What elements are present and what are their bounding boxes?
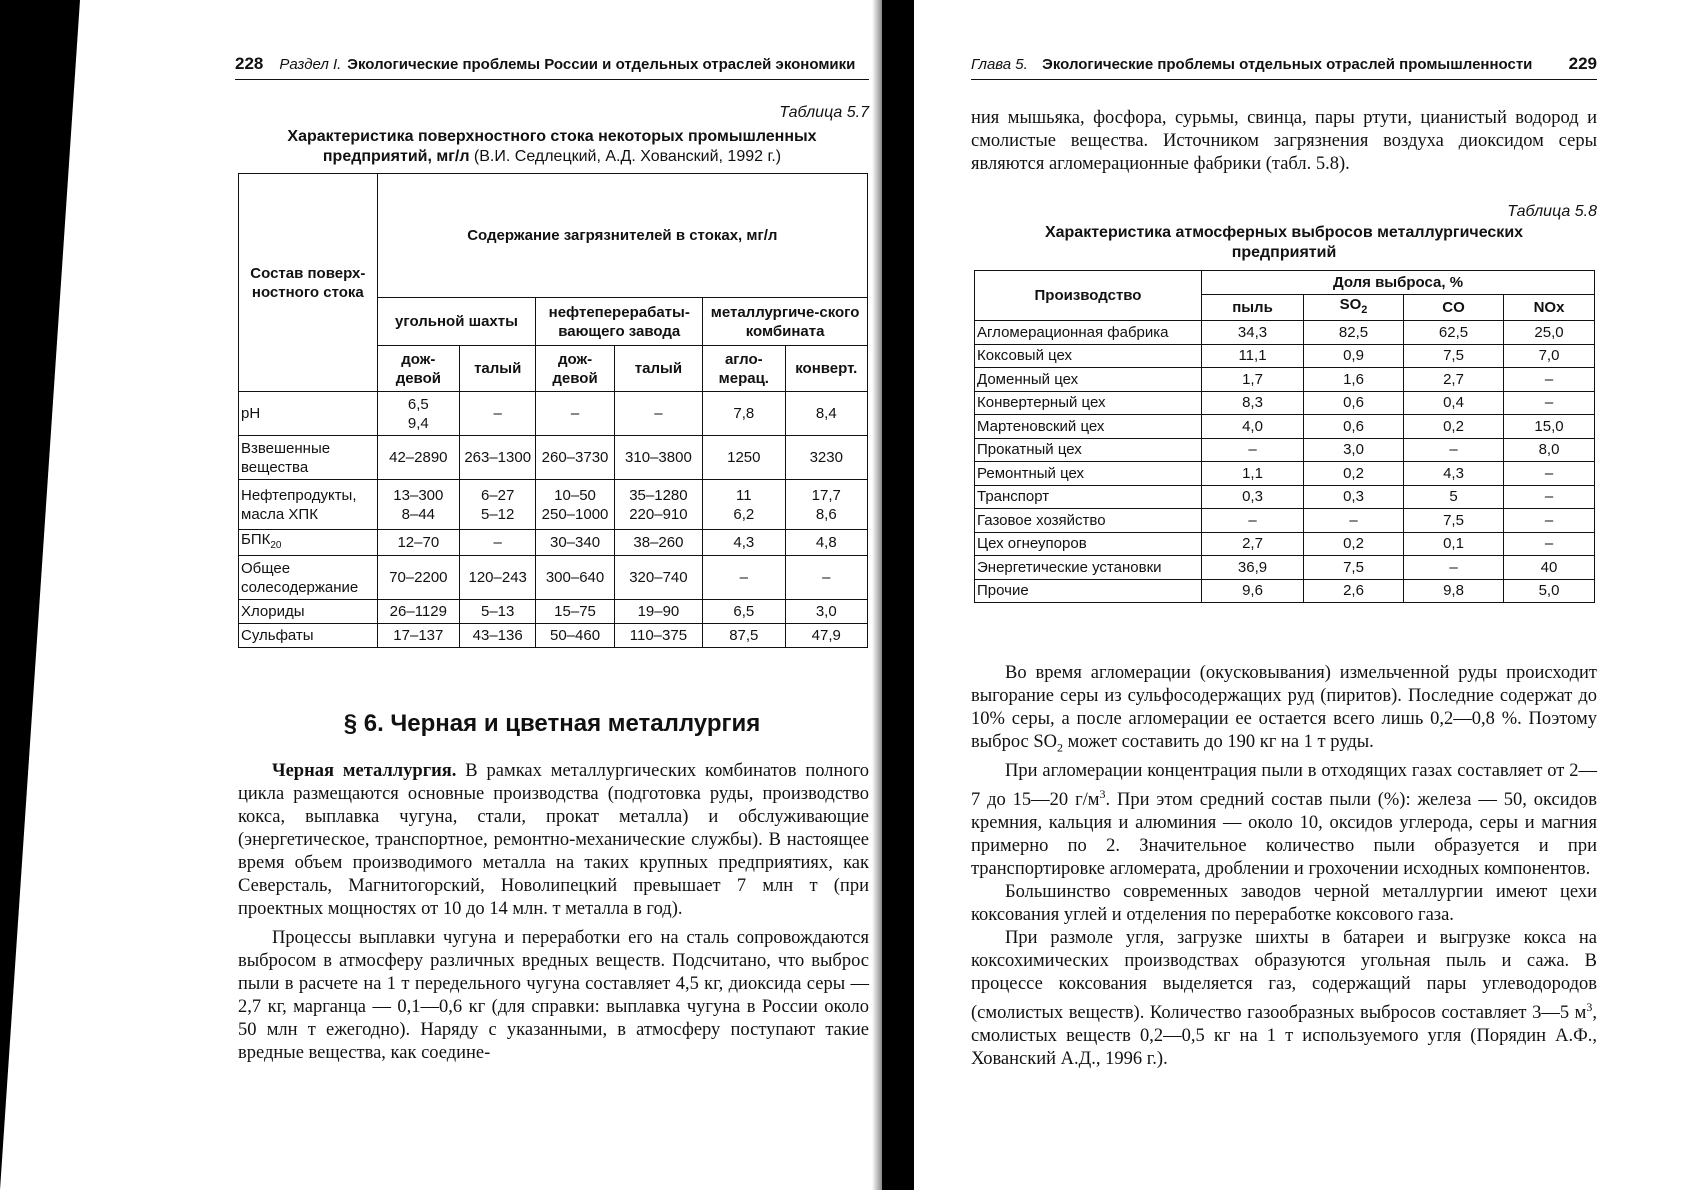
- paragraph: При агломерации концентрация пыли в отходящих газах составляет от 2—7 до 15—20 $г/м^3$. При этом средний состав пыли (%): железа — 50, оксидов кремния, кальция и алюминия — около 10, оксидов углерода, серы и магния примерно по 2. Значительное количество пыли образуется и при транспортировке агломерата, дроблении и грохочении исходных компонентов.: [971, 760, 1597, 879]
- table-row: [239, 480, 868, 530]
- table-cell: –: [1304, 509, 1404, 533]
- table-cell: 9,6: [1202, 579, 1304, 603]
- row-label: Конвертерный цех: [975, 391, 1202, 415]
- table-cell: –: [1504, 509, 1595, 533]
- table-cell: 17,7 8,6: [785, 480, 868, 530]
- table-cell: 6,5: [703, 600, 785, 624]
- table-cell: –: [1202, 438, 1304, 462]
- table-cell: 260–3730: [536, 436, 614, 480]
- table-row: [239, 556, 868, 600]
- table-cell: 1,7: [1202, 368, 1304, 392]
- header-title: Экологические проблемы России и отдельных отраслей экономики: [347, 56, 856, 73]
- table-cell: 0,3: [1304, 485, 1404, 509]
- row-label: Транспорт: [975, 485, 1202, 509]
- table-row: [975, 462, 1595, 486]
- table-row: [975, 556, 1595, 580]
- table-row: [975, 368, 1595, 392]
- table-cell: 0,2: [1404, 415, 1504, 439]
- table-cell: 9,8: [1404, 579, 1504, 603]
- row-label: Сульфаты: [239, 624, 378, 648]
- table-cell: 5–13: [460, 600, 536, 624]
- table-cell: 0,1: [1404, 532, 1504, 556]
- table-cell: 15,0: [1504, 415, 1595, 439]
- table-cell: 40: [1504, 556, 1595, 580]
- table-body: [975, 321, 1595, 603]
- subheader-co: CO: [1404, 295, 1504, 321]
- table-cell: 2,7: [1202, 532, 1304, 556]
- row-label: $БПК_{20}$: [239, 530, 378, 556]
- right-intro-text: [971, 107, 1597, 176]
- subheader-so2: $SO_2$: [1304, 295, 1404, 321]
- right-body-text: [971, 662, 1597, 1071]
- table-cell: 0,3: [1202, 485, 1304, 509]
- table-cell: 70–2200: [377, 556, 459, 600]
- table-cell: 4,3: [1404, 462, 1504, 486]
- row-label: Нефтепродукты, масла ХПК: [239, 480, 378, 530]
- header-composition: Состав поверх-ностного стока: [239, 174, 378, 392]
- table-row: [975, 485, 1595, 509]
- header-pollutant-content: Содержание загрязнителей в стоках, мг/л: [377, 174, 867, 298]
- header-emission-share: Доля выброса, %: [1202, 271, 1595, 295]
- table-title: [235, 127, 869, 167]
- table-cell: 300–640: [536, 556, 614, 600]
- table-cell: 6,5 9,4: [377, 392, 459, 436]
- row-label: Прокатный цех: [975, 438, 1202, 462]
- header-section-prefix: Глава 5.: [971, 56, 1028, 73]
- table-cell: –: [1202, 509, 1304, 533]
- table-cell: 8,0: [1504, 438, 1595, 462]
- subheader-rain: дож-девой: [377, 346, 459, 392]
- table-cell: 7,5: [1404, 344, 1504, 368]
- table-cell: 62,5: [1404, 321, 1504, 345]
- table-cell: 8,4: [785, 392, 868, 436]
- table-row: [975, 579, 1595, 603]
- label-subscript: 20: [270, 540, 282, 551]
- table-cell: –: [1404, 438, 1504, 462]
- table-cell: 7,5: [1404, 509, 1504, 533]
- subheader-dust: пыль: [1202, 295, 1304, 321]
- table-cell: 110–375: [614, 624, 702, 648]
- table-cell: 120–243: [460, 556, 536, 600]
- table-cell: 19–90: [614, 600, 702, 624]
- page-number: 228: [235, 54, 264, 73]
- table-caption: Таблица 5.8: [1507, 203, 1597, 220]
- header-rule: [235, 79, 869, 80]
- row-label: Газовое хозяйство: [975, 509, 1202, 533]
- table-caption: Таблица 5.7: [779, 104, 869, 121]
- table-row: [975, 415, 1595, 439]
- paragraph: Процессы выплавки чугуна и переработки его на сталь сопровождаются выбросом в атмосферу различных вредных веществ. Подсчитано, что выброс пыли в расчете на 1 т передельного чугуна составляет 4,5 кг, диоксида серы — 2,7 кг, марганца — 0,1—0,6 кг (для справки: выплавка чугуна в России около 50 млн т ежегодно). Наряду с указанными, в атмосферу поступают такие вредные вещества, как соедине-: [238, 928, 869, 1063]
- paragraph: Во время агломерации (окусковывания) измельченной руды происходит выгорание серы из сульфосодержащих руд (пиритов). Последние содержат до 10% серы, а после агломерации ее остается всего лишь 0,2—0,8 %. Поэтому выброс $SO_2$ может составить до 190 кг на 1 т руды.: [971, 663, 1597, 755]
- table-cell: –: [614, 392, 702, 436]
- table-cell: 11,1: [1202, 344, 1304, 368]
- row-label: Агломерационная фабрика: [975, 321, 1202, 345]
- header-production: Производство: [975, 271, 1202, 321]
- table-cell: 47,9: [785, 624, 868, 648]
- paragraph: Большинство современных заводов черной металлургии имеют цехи коксования углей и отделения по переработке коксового газа.: [971, 881, 1597, 925]
- right-page: [914, 0, 1683, 1190]
- table-row: [239, 530, 868, 556]
- table-title-bold: Характеристика поверхностного стока некоторых промышленных предприятий, мг/л: [287, 128, 817, 165]
- group-refinery: нефтеперерабаты-вающего завода: [536, 298, 703, 346]
- table-cell: 30–340: [536, 530, 614, 556]
- table-cell: 4,0: [1202, 415, 1304, 439]
- table-row: [239, 392, 868, 436]
- table-cell: 12–70: [377, 530, 459, 556]
- table-cell: 11 6,2: [703, 480, 785, 530]
- table-cell: 1250: [703, 436, 785, 480]
- table-row: [239, 600, 868, 624]
- table-cell: 320–740: [614, 556, 702, 600]
- row-label: Взвешенные вещества: [239, 436, 378, 480]
- page-number: 229: [1568, 54, 1597, 73]
- row-label: Цех огнеупоров: [975, 532, 1202, 556]
- section-heading: § 6. Черная и цветная металлургия: [343, 710, 761, 737]
- table-cell: 0,2: [1304, 532, 1404, 556]
- row-label: Хлориды: [239, 600, 378, 624]
- subheader-melt: талый: [460, 346, 536, 392]
- table-cell: 25,0: [1504, 321, 1595, 345]
- table-cell: –: [1404, 556, 1504, 580]
- row-label: Прочие: [975, 579, 1202, 603]
- header-section-prefix: Раздел I.: [279, 56, 342, 73]
- table-row: [239, 624, 868, 648]
- table-cell: –: [460, 392, 536, 436]
- header-title: Экологические проблемы отдельных отраслей промышленности: [1042, 56, 1533, 73]
- table-cell: 4,3: [703, 530, 785, 556]
- table-cell: 0,2: [1304, 462, 1404, 486]
- table-cell: 0,6: [1304, 391, 1404, 415]
- row-label: Мартеновский цех: [975, 415, 1202, 439]
- table-cell: 7,0: [1504, 344, 1595, 368]
- table-row: [975, 532, 1595, 556]
- table-cell: 7,5: [1304, 556, 1404, 580]
- table-row: [975, 391, 1595, 415]
- table-cell: 1,6: [1304, 368, 1404, 392]
- table-row: [239, 436, 868, 480]
- table-cell: 82,5: [1304, 321, 1404, 345]
- table-cell: –: [536, 392, 614, 436]
- table-cell: 3230: [785, 436, 868, 480]
- table-cell: 5: [1404, 485, 1504, 509]
- header-rule: [971, 79, 1597, 80]
- pollutant-runoff-table: [238, 173, 868, 648]
- subheader-melt: талый: [614, 346, 702, 392]
- table-cell: –: [1504, 532, 1595, 556]
- table-cell: 263–1300: [460, 436, 536, 480]
- left-page-header: [235, 54, 855, 74]
- atmospheric-emissions-table: [974, 270, 1595, 603]
- paragraph-text: В рамках металлургических комбинатов полного цикла размещаются основные производства (подготовка руды, производство кокса, выплавка чугуна, стали, прокат металла) и обслуживающие (энергетическое, транспортное, ремонтно-механические службы). В настоящее время объем производимого металла на таких крупных предприятиях, как Северсталь, Магнитогорский, Новолипецкий превышает 7 млн т (при проектных мощностях от 10 до 14 млн. т металла в год).: [238, 761, 869, 919]
- paragraph: [238, 760, 869, 921]
- table-cell: 6–27 5–12: [460, 480, 536, 530]
- table-cell: –: [1504, 391, 1595, 415]
- subheader-nox: NOx: [1504, 295, 1595, 321]
- table-row: [975, 344, 1595, 368]
- table-cell: –: [785, 556, 868, 600]
- table-cell: –: [1504, 485, 1595, 509]
- table-cell: 26–1129: [377, 600, 459, 624]
- table-cell: 43–136: [460, 624, 536, 648]
- right-page-header: [971, 54, 1597, 74]
- book-gutter: [882, 0, 914, 1190]
- table-cell: 87,5: [703, 624, 785, 648]
- group-coal-mine: угольной шахты: [377, 298, 536, 346]
- table-body: [239, 392, 868, 648]
- row-label: Коксовый цех: [975, 344, 1202, 368]
- table-cell: –: [703, 556, 785, 600]
- table-cell: 3,0: [785, 600, 868, 624]
- table-title: Характеристика атмосферных выбросов металлургических предприятий: [1044, 224, 1524, 261]
- table-title-source: (В.И. Седлецкий, А.Д. Хованский, 1992 г.): [469, 148, 782, 165]
- paragraph: ния мышьяка, фосфора, сурьмы, свинца, пары ртути, цианистый водород и смолистые вещества. Источником загрязнения воздуха диоксидом серы являются агломерационные фабрики (табл. 5.8).: [971, 108, 1597, 174]
- table-cell: 15–75: [536, 600, 614, 624]
- table-cell: –: [460, 530, 536, 556]
- table-cell: 2,6: [1304, 579, 1404, 603]
- row-label: pH: [239, 392, 378, 436]
- table-cell: –: [1504, 462, 1595, 486]
- table-row: [975, 509, 1595, 533]
- table-cell: 7,8: [703, 392, 785, 436]
- row-label: Ремонтный цех: [975, 462, 1202, 486]
- row-label: Общее солесодержание: [239, 556, 378, 600]
- table-cell: 8,3: [1202, 391, 1304, 415]
- subheader-agglomeration: агло-мерац.: [703, 346, 785, 392]
- table-cell: 2,7: [1404, 368, 1504, 392]
- table-cell: 0,4: [1404, 391, 1504, 415]
- table-cell: 13–300 8–44: [377, 480, 459, 530]
- row-label: Энергетические установки: [975, 556, 1202, 580]
- table-cell: 1,1: [1202, 462, 1304, 486]
- table-cell: 0,6: [1304, 415, 1404, 439]
- left-body-text: [238, 760, 869, 1065]
- table-cell: 36,9: [1202, 556, 1304, 580]
- table-cell: 5,0: [1504, 579, 1595, 603]
- table-cell: 10–50 250–1000: [536, 480, 614, 530]
- table-cell: 34,3: [1202, 321, 1304, 345]
- table-row: [975, 321, 1595, 345]
- table-cell: 0,9: [1304, 344, 1404, 368]
- table-cell: –: [1504, 368, 1595, 392]
- table-cell: 310–3800: [614, 436, 702, 480]
- table-cell: 17–137: [377, 624, 459, 648]
- table-cell: 38–260: [614, 530, 702, 556]
- paragraph: При размоле угля, загрузке шихты в батареи и выгрузке кокса на коксохимических производствах образуются угольная пыль и сажа. В процессе коксования выделяется газ, содержащий пары углеводородов (смолистых веществ). Количество газообразных выбросов составляет 3—5 $м^3$, смолистых веществ 0,2—0,5 кг на 1 т используемого угля (Порядин А.Ф., Хованский А.Д., 1996 г.).: [971, 927, 1597, 1069]
- row-label: Доменный цех: [975, 368, 1202, 392]
- subheader-converter: конверт.: [785, 346, 868, 392]
- table-cell: 42–2890: [377, 436, 459, 480]
- paragraph-lead: Черная металлургия.: [272, 761, 457, 781]
- table-cell: 3,0: [1304, 438, 1404, 462]
- table-cell: 35–1280 220–910: [614, 480, 702, 530]
- table-cell: 50–460: [536, 624, 614, 648]
- table-cell: 4,8: [785, 530, 868, 556]
- subheader-rain: дож-девой: [536, 346, 614, 392]
- group-metallurgical-plant: металлургиче-ского комбината: [703, 298, 868, 346]
- table-row: [975, 438, 1595, 462]
